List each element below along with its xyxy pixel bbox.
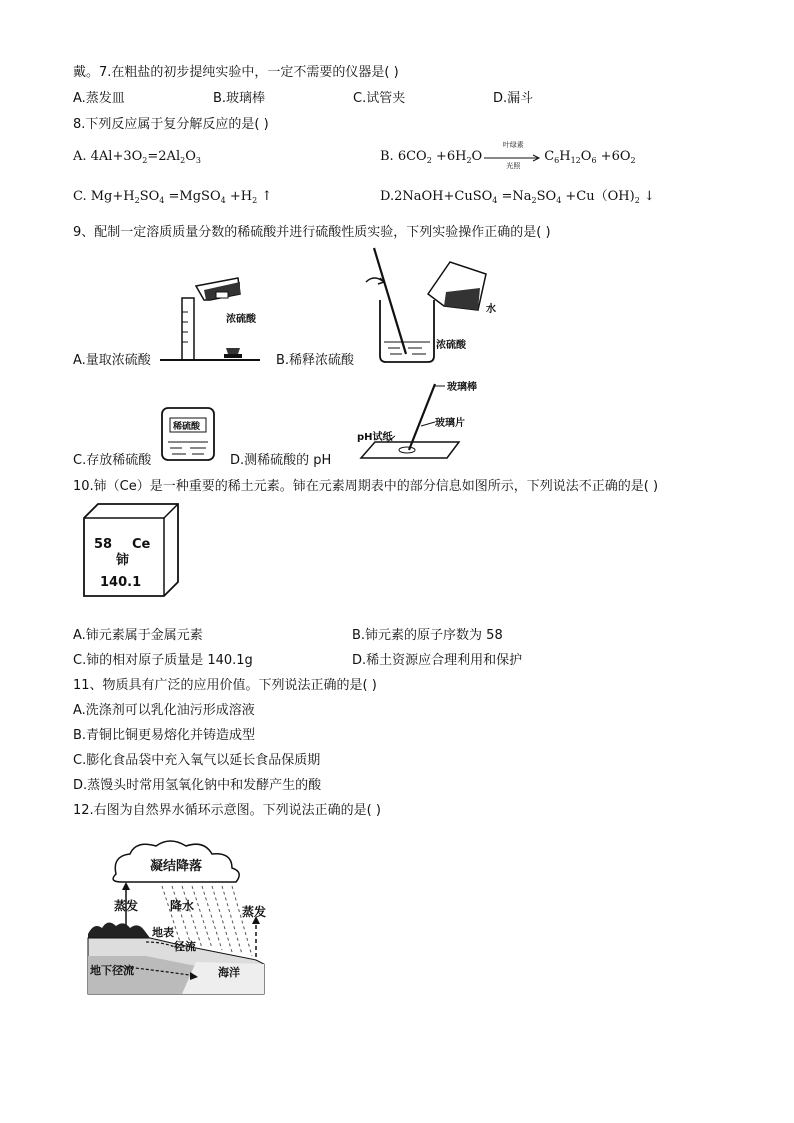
atomic-mass: 140.1 — [100, 575, 142, 590]
underground-runoff-label: 地下径流 — [90, 964, 134, 977]
q10-option-b: B.铈元素的原子序数为 58 — [352, 628, 503, 643]
q11-option-c: C.膨化食品袋中充入氧气以延长食品保质期 — [73, 753, 321, 768]
fig-b-label-acid: 浓硫酸 — [436, 340, 466, 351]
q7-option-d: D.漏斗 — [493, 91, 534, 106]
fig-a-label: 浓硫酸 — [226, 314, 256, 325]
fig-d-label-plate: 玻璃片 — [435, 418, 465, 429]
fig-d-label-paper: pH试纸 — [357, 432, 393, 443]
q9-option-a: A.量取浓硫酸 — [73, 353, 151, 368]
fig-c-label: 稀硫酸 — [173, 422, 201, 432]
q7-option-a: A.蒸发皿 — [73, 91, 125, 106]
ocean-label: 海洋 — [218, 966, 240, 979]
q11-option-b: B.青铜比铜更易熔化并铸造成型 — [73, 728, 256, 743]
q11-option-a: A.洗涤剂可以乳化油污形成溶液 — [73, 703, 255, 718]
precipitation-label: 降水 — [170, 899, 195, 913]
arrow-condition-top: 叶绿素 — [502, 140, 524, 149]
figure-measure-acid — [160, 272, 280, 364]
figure-dilute-acid — [360, 244, 520, 366]
fig-d-label-rod: 玻璃棒 — [447, 382, 477, 393]
element-symbol: Ce — [132, 537, 151, 552]
runoff-label: 径流 — [174, 940, 196, 953]
q9-option-b: B.稀释浓硫酸 — [276, 353, 355, 368]
q7-option-c: C.试管夹 — [353, 91, 406, 106]
q10-option-d: D.稀土资源应合理利用和保护 — [352, 653, 523, 668]
element-cell-cerium — [80, 502, 182, 600]
element-name: 铈 — [116, 553, 130, 568]
atomic-number: 58 — [94, 537, 113, 552]
arrow-condition-bottom: 光照 — [506, 161, 521, 170]
q8-option-a: A. $4Al+3O_2=2Al_2O_3$ — [73, 149, 201, 165]
q10-option-c: C.铈的相对原子质量是 140.1g — [73, 653, 253, 668]
q7-option-b: B.玻璃棒 — [213, 91, 266, 106]
q12-stem: 12.右图为自然界水循环示意图。下列说法正确的是( ) — [73, 803, 381, 818]
q10-option-a: A.铈元素属于金属元素 — [73, 628, 203, 643]
evaporation-right-label: 蒸发 — [242, 905, 266, 919]
q8-option-c: C. $Mg+H_2SO_4$ =MgSO$_4$ $+H_2$ ↑ — [73, 189, 273, 205]
figure-water-cycle — [86, 838, 266, 998]
cloud-label: 凝结降落 — [150, 859, 203, 874]
q11-option-d: D.蒸馒头时常用氢氧化钠中和发酵产生的酸 — [73, 778, 322, 793]
q11-stem: 11、物质具有广泛的应用价值。下列说法正确的是( ) — [73, 678, 377, 693]
q9-stem: 9、配制一定溶质质量分数的稀硫酸并进行硫酸性质实验，下列实验操作正确的是( ) — [73, 225, 551, 240]
q8-stem: 8.下列反应属于复分解反应的是( ) — [73, 117, 269, 132]
figure-store-acid — [160, 402, 220, 464]
right-arrow-icon — [484, 154, 542, 162]
q9-option-c: C.存放稀硫酸 — [73, 453, 152, 468]
reaction-arrow — [484, 140, 542, 170]
figure-test-ph — [355, 378, 485, 464]
q7-stem: 戴。7.在粗盐的初步提纯实验中，一定不需要的仪器是( ) — [73, 65, 399, 80]
q10-stem: 10.铈（Ce）是一种重要的稀土元素。铈在元素周期表中的部分信息如图所示，下列说法不正确的是( ) — [73, 479, 659, 494]
surface-label: 地表 — [152, 926, 174, 939]
evaporation-left-label: 蒸发 — [114, 899, 139, 913]
fig-b-label-water: 水 — [486, 304, 496, 315]
q9-option-d: D.测稀硫酸的 pH — [230, 453, 332, 468]
q8-option-d: D.2NaOH+CuSO$_4$ $=Na_2SO_4 +Cu(OH)_2$ ↓ — [380, 189, 655, 205]
q8-option-b: B. $6CO_2 +6H_2O$ 叶绿素 光照 $C_6H_{12}O_6 +6O_2$ — [380, 140, 636, 170]
